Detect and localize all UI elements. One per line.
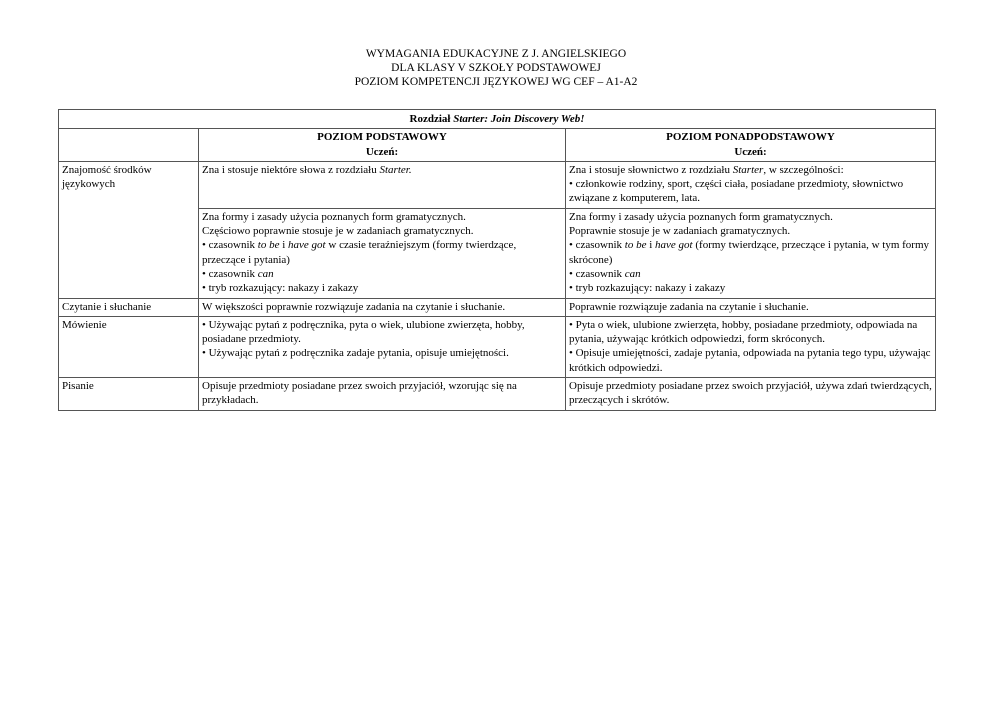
cell-line: [202, 238, 562, 267]
column-header-basic-sub: Uczeń:: [365, 145, 399, 158]
cell-znajomosc-basic-2: [199, 208, 566, 298]
document-header: [0, 47, 992, 89]
row-label-znajomosc: Znajomość środków językowych: [59, 161, 199, 298]
cell-line: • Pyta o wiek, ulubione zwierzęta, hobby, posiadane przedmioty, odpowiada na pytania, używając krótkich odpowiedzi, form skróconych.: [569, 318, 918, 346]
table-row-znajomosc-1: [59, 161, 936, 208]
chapter-caption-prefix: Rozdział: [409, 113, 454, 125]
cell-line: • tryb rozkazujący: nakazy i zakazy: [569, 282, 726, 295]
cell-line: • Używając pytań z podręcznika zadaje pytania, opisuje umiejętności.: [202, 347, 509, 360]
cell-mowienie-advanced: [566, 316, 936, 377]
column-header-advanced: [566, 129, 936, 162]
cell-text-italic: can: [624, 267, 641, 280]
cell-pisanie-basic: Opisuje przedmioty posiadane przez swoich przyjaciół, wzorując się na przykładach.: [199, 378, 566, 411]
row-label-pisanie: Pisanie: [59, 378, 199, 411]
chapter-caption-title: Starter: Join Discovery Web!: [453, 113, 585, 125]
cell-line: Zna formy i zasady użycia poznanych form gramatycznych.: [569, 210, 833, 223]
cell-text-italic: Starter.: [379, 163, 412, 176]
cell-czytanie-advanced: Poprawnie rozwiązuje zadania na czytanie i słuchanie.: [566, 298, 936, 316]
chapter-caption: [59, 110, 936, 129]
row-label-mowienie: Mówienie: [59, 316, 199, 377]
cell-pisanie-advanced: Opisuje przedmioty posiadane przez swoich przyjaciół, używa zdań twierdzących, przeczących i skrótów.: [566, 378, 936, 411]
column-header-advanced-title: POZIOM PONADPODSTAWOWY: [666, 131, 835, 144]
cell-text: • czasownik: [569, 239, 625, 252]
table-header-row: [59, 129, 936, 162]
cell-czytanie-basic: W większości poprawnie rozwiązuje zadania na czytanie i słuchanie.: [199, 298, 566, 316]
cell-text-italic: to be: [257, 239, 280, 252]
column-header-basic: [199, 129, 566, 162]
row-label-czytanie: Czytanie i słuchanie: [59, 298, 199, 316]
cell-text: w czasie teraźniejszym (formy twierdzące, przeczące i pytania): [202, 239, 517, 266]
cell-text: • czasownik: [202, 267, 258, 280]
cell-text-italic: have got: [655, 239, 693, 252]
cell-line: • Używając pytań z podręcznika, pyta o wiek, ulubione zwierzęta, hobby, posiadane przedmioty.: [202, 318, 525, 346]
cell-line: Częściowo poprawnie stosuje je w zadaniach gramatycznych.: [202, 225, 474, 238]
column-header-advanced-sub: Uczeń:: [734, 145, 767, 158]
cell-text: i: [646, 239, 656, 252]
cell-znajomosc-basic-1: [199, 161, 566, 208]
cell-line: Zna formy i zasady użycia poznanych form gramatycznych.: [202, 210, 466, 223]
cell-text-italic: can: [257, 267, 274, 280]
cell-line: [569, 238, 932, 267]
cell-text: • czasownik: [569, 267, 625, 280]
cell-text: , w szczególności:: [763, 163, 844, 176]
cell-line: • Opisuje umiejętności, zadaje pytania, odpowiada na pytania tego typu, używając krótkich odpowiedzi.: [569, 347, 931, 374]
cell-line: • tryb rozkazujący: nakazy i zakazy: [202, 282, 359, 295]
header-line-2: DLA KLASY V SZKOŁY PODSTAWOWEJ: [391, 62, 601, 74]
column-header-basic-title: POZIOM PODSTAWOWY: [317, 131, 447, 144]
table-row-pisanie: [59, 378, 936, 411]
table-row-mowienie: [59, 316, 936, 377]
cell-znajomosc-advanced-2: [566, 208, 936, 298]
requirements-table: [58, 109, 936, 411]
table-row-czytanie: [59, 298, 936, 316]
cell-line: [569, 163, 932, 177]
table-caption-row: [59, 110, 936, 129]
cell-text-italic: have got: [288, 239, 326, 252]
cell-text: (formy twierdzące, przeczące i pytania, w tym formy skrócone): [569, 239, 930, 266]
cell-text-italic: to be: [624, 239, 647, 252]
cell-text: i: [279, 239, 289, 252]
cell-mowienie-basic: [199, 316, 566, 377]
header-line-1: WYMAGANIA EDUKACYJNE Z J. ANGIELSKIEGO: [365, 48, 627, 60]
cell-line: Poprawnie stosuje je w zadaniach gramatycznych.: [569, 225, 791, 238]
cell-text: • czasownik: [202, 239, 258, 252]
header-blank-cell: [59, 129, 199, 162]
cell-text: Zna i stosuje słownictwo z rozdziału: [569, 163, 733, 176]
cell-line: [569, 267, 932, 281]
cell-text: Zna i stosuje niektóre słowa z rozdziału: [202, 163, 380, 176]
header-line-3: POZIOM KOMPETENCJI JĘZYKOWEJ WG CEF – A1-A2: [354, 76, 638, 88]
cell-line: [202, 267, 562, 281]
cell-line: • członkowie rodziny, sport, części ciała, posiadane przedmioty, słownictwo związane z komputerem, lata.: [569, 178, 904, 205]
cell-text-italic: Starter: [732, 163, 764, 176]
cell-znajomosc-advanced-1: [566, 161, 936, 208]
